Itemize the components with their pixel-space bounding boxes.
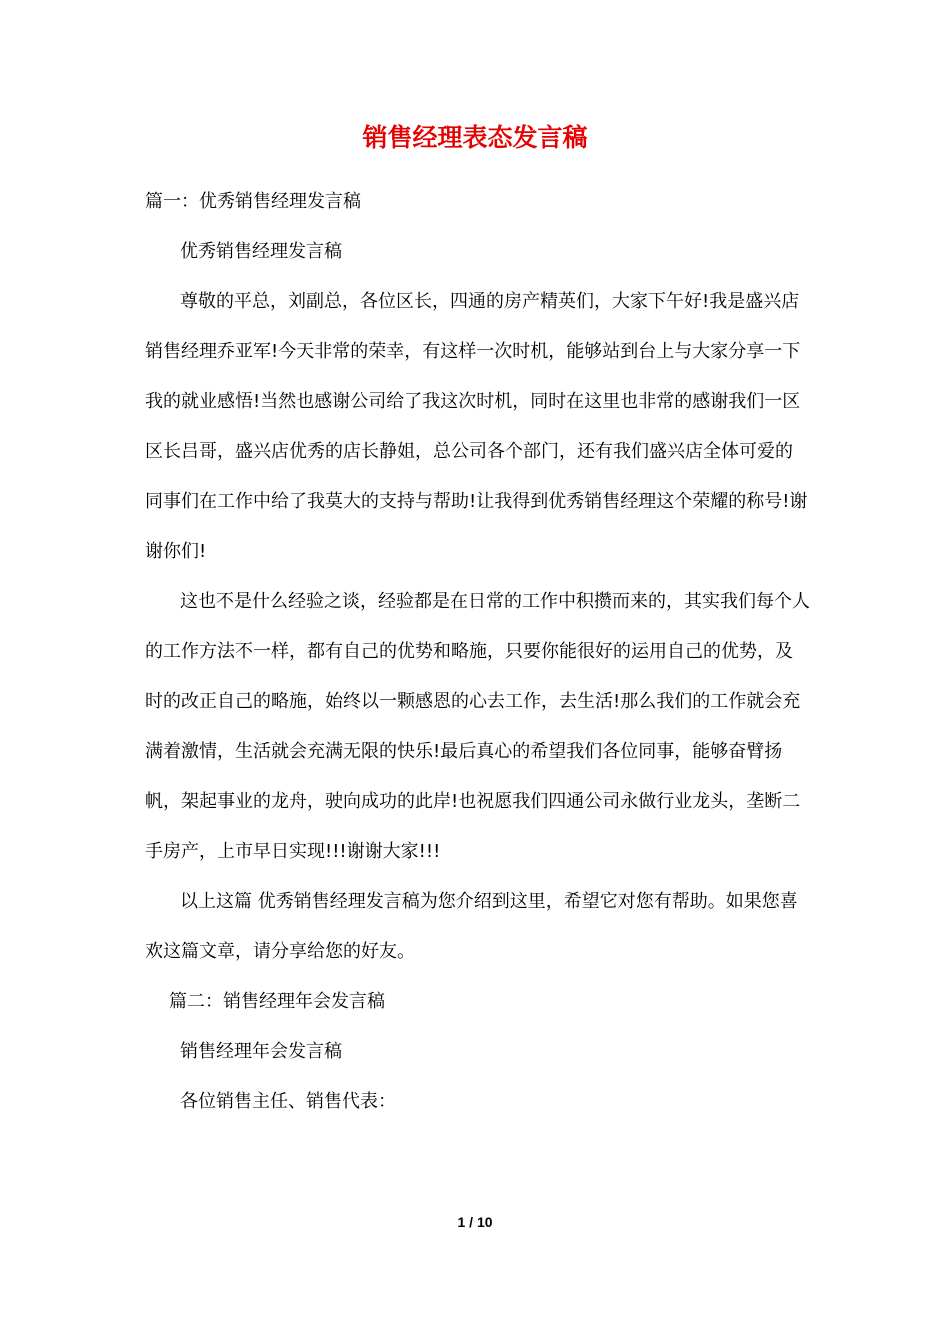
body-paragraph: 以上这篇 优秀销售经理发言稿为您介绍到这里，希望它对您有帮助。如果您喜欢这篇文章，请分享给您的好友。 [145,891,798,962]
body-paragraph: 尊敬的平总，刘副总，各位区长，四通的房产精英们，大家下午好!我是盛兴店销售经理乔亚军!今天非常的荣幸，有这样一次时机，能够站到台上与大家分享一下我的就业感悟!当然也感谢公司给了我这次时机，同时在这里也非常的感谢我们一区区长吕哥，盛兴店优秀的店长静姐，总公司各个部门，还有我们盛兴店全体可爱的同事们在工作中给了我莫大的支持与帮助!让我得到优秀销售经理这个荣耀的称号!谢谢你们! [145,291,808,562]
section-heading-2: 篇二：销售经理年会发言稿 [169,991,385,1012]
document-body [145,177,810,1127]
body-paragraph: 这也不是什么经验之谈，经验都是在日常的工作中积攒而来的，其实我们每个人的工作方法不一样，都有自己的优势和略施，只要你能很好的运用自己的优势，及时的改正自己的略施，始终以一颗感恩的心去工作，去生活!那么我们的工作就会充满着激情，生活就会充满无限的快乐!最后真心的希望我们各位同事，能够奋臂扬帆，架起事业的龙舟，驶向成功的此岸!也祝愿我们四通公司永做行业龙头，垄断二手房产，上市早日实现!!!谢谢大家!!! [145,591,810,862]
page-number: 1 / 10 [457,1214,493,1230]
document-title: 销售经理表态发言稿 [362,123,588,152]
body-paragraph: 各位销售主任、销售代表： [180,1091,396,1112]
section-heading-1: 篇一：优秀销售经理发言稿 [145,191,361,212]
section-subtitle-1: 优秀销售经理发言稿 [180,241,342,262]
section-subtitle-2: 销售经理年会发言稿 [180,1041,342,1062]
